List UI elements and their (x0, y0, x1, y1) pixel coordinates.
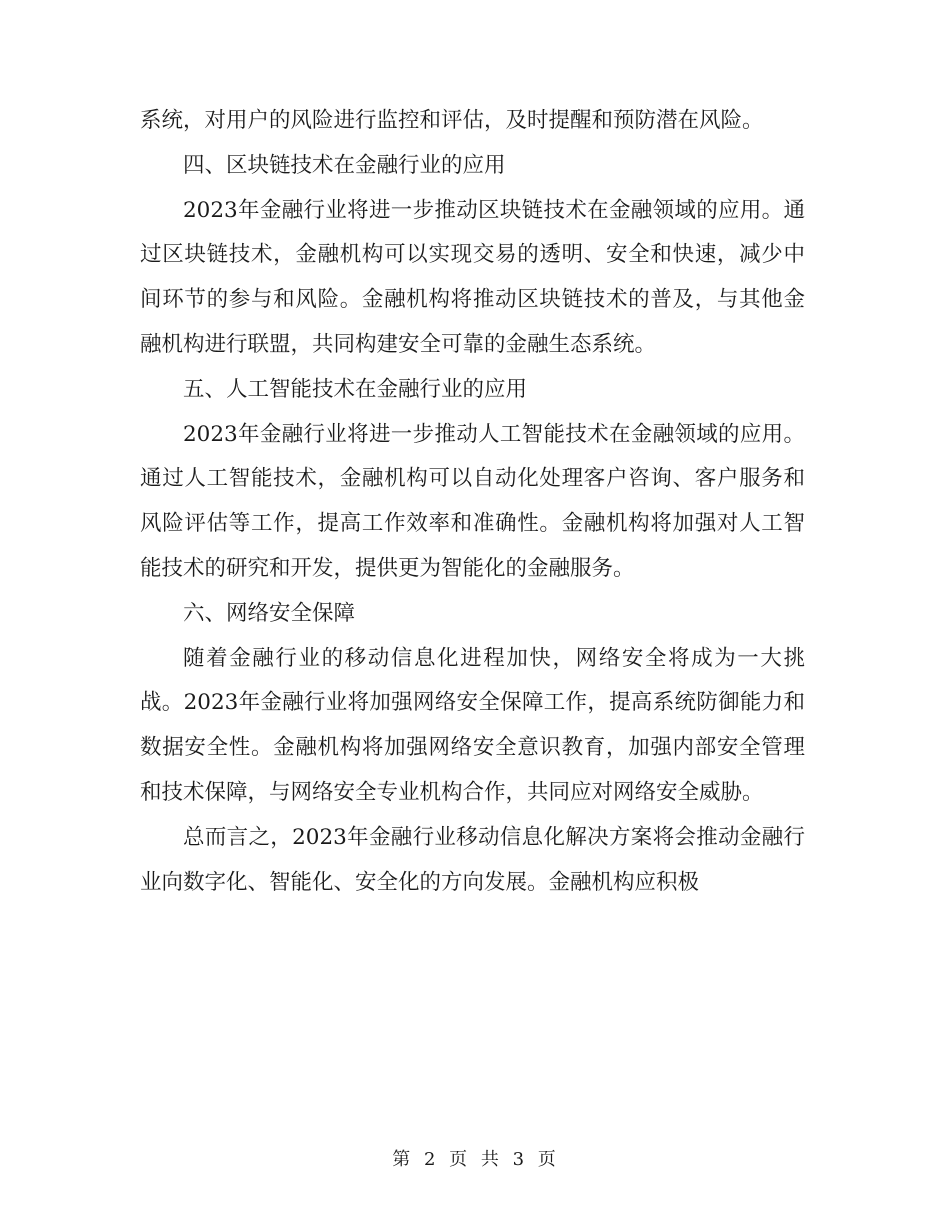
paragraph-ai: 2023年金融行业将进一步推动人工智能技术在金融领域的应用。通过人工智能技术，金融机构可以自动化处理客户咨询、客户服务和风险评估等工作，提高工作效率和准确性。金融机构将加强对人工智能技术的研究和开发，提供更为智能化的金融服务。 (140, 421, 805, 581)
paragraph-network-security: 随着金融行业的移动信息化进程加快，网络安全将成为一大挑战。2023年金融行业将加强网络安全保障工作，提高系统防御能力和数据安全性。金融机构将加强网络安全意识教育，加强内部安全管理和技术保障，与网络安全专业机构合作，共同应对网络安全威胁。 (140, 645, 805, 805)
section-heading-blockchain: 四、区块链技术在金融行业的应用 (183, 152, 506, 178)
paragraph-continuation: 系统，对用户的风险进行监控和评估，及时提醒和预防潜在风险。 (140, 108, 764, 133)
paragraph-blockchain: 2023年金融行业将进一步推动区块链技术在金融领域的应用。通过区块链技术，金融机构可以实现交易的透明、安全和快速，减少中间环节的参与和风险。金融机构将推动区块链技术的普及，与其他金融机构进行联盟，共同构建安全可靠的金融生态系统。 (140, 197, 805, 357)
section-heading-ai: 五、人工智能技术在金融行业的应用 (183, 376, 528, 402)
section-heading-network-security: 六、网络安全保障 (183, 600, 356, 626)
document-body (140, 99, 805, 905)
page-number-footer: 第 2 页 共 3 页 (392, 1149, 558, 1170)
paragraph-conclusion: 总而言之，2023年金融行业移动信息化解决方案将会推动金融行业向数字化、智能化、安全化的方向发展。金融机构应积极 (140, 824, 805, 895)
